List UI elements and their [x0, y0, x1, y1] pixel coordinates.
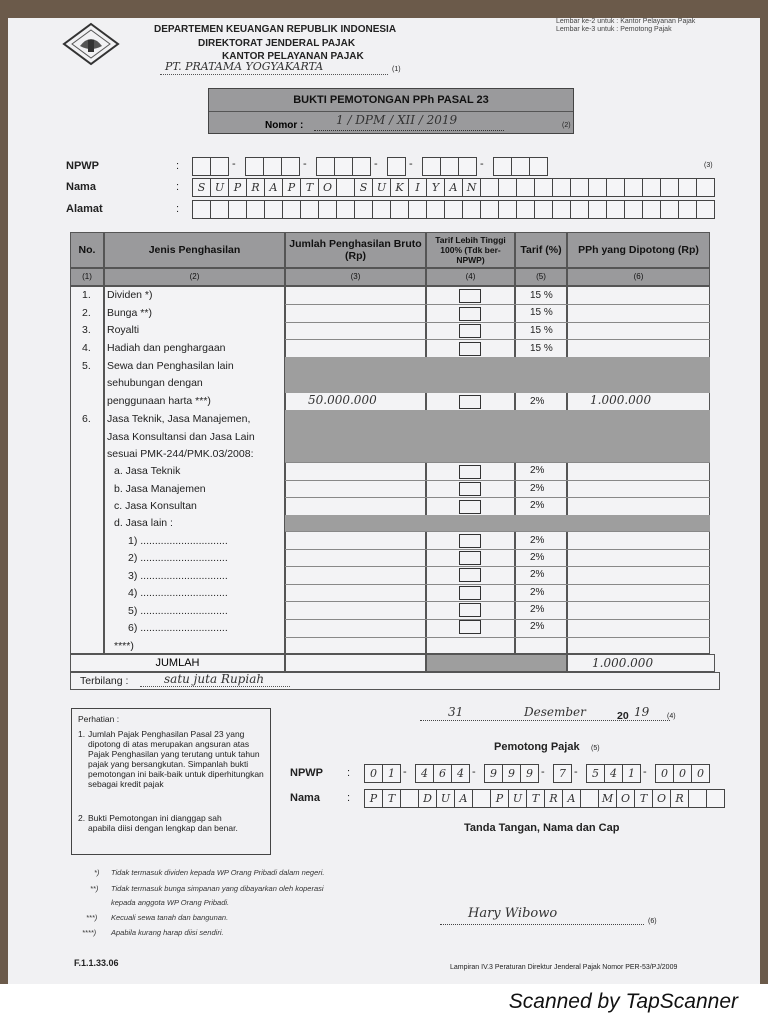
jumlah-value: 1.000.000 [567, 654, 715, 672]
jumlah-bruto-cell [285, 654, 426, 672]
sig-nama-char-box[interactable]: O [616, 789, 635, 808]
row6-tarif-1: 2% [530, 465, 545, 476]
nama-label: Nama [66, 181, 96, 193]
nama-char-box[interactable] [534, 178, 553, 197]
colnum-3: (3) [285, 268, 426, 286]
npwp-digit-box[interactable] [281, 157, 300, 176]
nama-char-box[interactable] [516, 178, 535, 197]
npwp-digit-box[interactable] [192, 157, 211, 176]
scanned-by-watermark: Scanned by TapScanner [508, 990, 738, 1013]
npwp-checkbox[interactable] [459, 568, 481, 582]
sig-nama-char-box[interactable]: R [544, 789, 563, 808]
pemotong-label: Pemotong Pajak [494, 741, 580, 753]
npwp-dash: - [232, 158, 236, 170]
th-tarif: Tarif (%) [515, 232, 567, 268]
nama-char-box[interactable] [498, 178, 517, 197]
row5-no: 5. [82, 360, 91, 372]
sig-nama-char-box[interactable]: O [652, 789, 671, 808]
nama-char-box[interactable] [696, 178, 715, 197]
notes-title: Perhatian : [78, 714, 120, 724]
shade-jasa-lain [285, 515, 710, 531]
alamat-char-box[interactable] [354, 200, 373, 219]
garuda-logo-icon [62, 22, 120, 66]
kpp-line [160, 74, 388, 75]
colnum-5: (5) [515, 268, 567, 286]
footnote-1: Tidak termasuk dividen kepada WP Orang Pribadi dalam negeri. [111, 868, 325, 877]
alamat-char-box[interactable] [336, 200, 355, 219]
alamat-char-box[interactable] [516, 200, 535, 219]
th-jenis: Jenis Penghasilan [104, 232, 285, 268]
nama-char-box[interactable]: I [408, 178, 427, 197]
colnum-4: (4) [426, 268, 515, 286]
sig-nama-char-box[interactable]: M [598, 789, 617, 808]
nama-char-box[interactable]: A [264, 178, 283, 197]
sig-npwp-digit-box[interactable]: 0 [673, 764, 692, 783]
npwp-checkbox[interactable] [459, 289, 481, 303]
footnote-4-mark: ****) [82, 928, 97, 937]
row4-name: Hadiah dan penghargaan [107, 342, 226, 354]
alamat-char-box[interactable] [210, 200, 229, 219]
footnote-2a: Tidak termasuk bunga simpanan yang dibayarkan oleh koperasi [111, 884, 324, 893]
npwp-checkbox[interactable] [459, 395, 481, 409]
terbilang-line [140, 686, 290, 687]
row6d-sub-5: 5) .............................. [128, 604, 228, 617]
sig-npwp-digit-box[interactable]: 5 [586, 764, 605, 783]
row3-tarif: 15 % [530, 325, 553, 336]
sig-nama-colon: : [347, 792, 351, 804]
sig-npwp-digit-box[interactable]: 0 [691, 764, 710, 783]
sig-npwp-digit-box[interactable]: 1 [382, 764, 401, 783]
colnum-1: (1) [70, 268, 104, 286]
row5-bruto: 50.000.000 [308, 393, 377, 407]
npwp-digit-box[interactable] [422, 157, 441, 176]
sig-nama-char-box[interactable]: R [670, 789, 689, 808]
alamat-char-box[interactable] [660, 200, 679, 219]
sig-npwp-digit-box[interactable]: 4 [604, 764, 623, 783]
row6d-sub-4: 4) .............................. [128, 587, 228, 600]
sig-npwp-digit-box[interactable]: 7 [553, 764, 572, 783]
nama-char-box[interactable]: S [192, 178, 211, 197]
npwp-checkbox[interactable] [459, 465, 481, 479]
sig-npwp-dash: - [643, 766, 647, 778]
npwp-checkbox[interactable] [459, 620, 481, 634]
row-divider [285, 566, 710, 567]
npwp-digit-box[interactable] [458, 157, 477, 176]
alamat-char-box[interactable] [588, 200, 607, 219]
footnote-1-mark: *) [94, 868, 100, 877]
date-year: 19 [634, 705, 650, 719]
nama-char-box[interactable] [570, 178, 589, 197]
terbilang-value: satu juta Rupiah [164, 672, 265, 686]
row6-name-b: Jasa Konsultansi dan Jasa Lain [107, 431, 255, 443]
row6-name-c: sesuai PMK-244/PMK.03/2008: [107, 448, 254, 460]
lembar-3: Lembar ke-3 untuk : Pemotong Pajak [556, 26, 672, 33]
npwp-checkbox[interactable] [459, 500, 481, 514]
nama-char-box[interactable]: P [282, 178, 301, 197]
nama-char-box[interactable] [588, 178, 607, 197]
npwp-digit-box[interactable] [334, 157, 353, 176]
nama-char-box[interactable]: N [462, 178, 481, 197]
sig-nama-char-box[interactable]: A [562, 789, 581, 808]
header-line-1: DEPARTEMEN KEUANGAN REPUBLIK INDONESIA [154, 24, 397, 35]
alamat-char-box[interactable] [192, 200, 211, 219]
npwp-digit-box[interactable] [245, 157, 264, 176]
row4-tarif: 15 % [530, 343, 553, 354]
npwp-checkbox[interactable] [459, 342, 481, 356]
row2-tarif: 15 % [530, 307, 553, 318]
footnote-3: Kecuali sewa tanah dan bangunan. [111, 913, 229, 922]
sig-npwp-label: NPWP [290, 767, 323, 779]
row6a-name: a. Jasa Teknik [114, 465, 181, 477]
th-no: No. [70, 232, 104, 268]
row-divider [285, 549, 710, 550]
sig-nama-char-box[interactable]: T [382, 789, 401, 808]
lembar-2: Lembar ke-2 untuk : Kantor Pelayanan Pajak [556, 18, 696, 25]
date-month: Desember [524, 705, 586, 719]
nomor-line [314, 130, 504, 131]
nama-char-box[interactable] [552, 178, 571, 197]
th-pph: PPh yang Dipotong (Rp) [567, 232, 710, 268]
row5-name-c: penggunaan harta ***) [107, 395, 211, 407]
alamat-char-box[interactable] [372, 200, 391, 219]
row1-no: 1. [82, 289, 91, 301]
colnum-6: (6) [567, 268, 710, 286]
nama-char-box[interactable] [480, 178, 499, 197]
row-divider [285, 584, 710, 585]
alamat-char-box[interactable] [624, 200, 643, 219]
row-divider [285, 480, 710, 481]
header-line-2: DIREKTORAT JENDERAL PAJAK [198, 38, 356, 49]
alamat-char-box[interactable] [300, 200, 319, 219]
row6-no: 6. [82, 413, 91, 425]
row6d-tarif-6: 2% [530, 621, 545, 632]
npwp-dash: - [303, 158, 307, 170]
footnote-4: Apabila kurang harap diisi sendiri. [111, 928, 224, 937]
nama-colon: : [176, 181, 180, 193]
sig-npwp-digit-box[interactable]: 9 [502, 764, 521, 783]
sig-npwp-dash: - [541, 766, 545, 778]
npwp-digit-box[interactable] [493, 157, 512, 176]
footnote-3-mark: ***) [86, 913, 98, 922]
sig-nama-char-box[interactable]: P [490, 789, 509, 808]
row6c-name: c. Jasa Konsultan [114, 500, 197, 512]
row3-name: Royalti [107, 324, 140, 336]
alamat-char-box[interactable] [462, 200, 481, 219]
ttd-label: Tanda Tangan, Nama dan Cap [464, 822, 620, 834]
date-ref: (4) [667, 713, 676, 720]
row-divider [285, 637, 710, 638]
npwp-digit-box[interactable] [529, 157, 548, 176]
date-year-prefix: 20 [617, 710, 629, 722]
nama-char-box[interactable]: S [354, 178, 373, 197]
sig-npwp-digit-box[interactable]: 0 [655, 764, 674, 783]
sig-npwp-digit-box[interactable]: 6 [433, 764, 452, 783]
alamat-char-box[interactable] [318, 200, 337, 219]
nama-char-box[interactable] [642, 178, 661, 197]
sig-npwp-dash: - [574, 766, 578, 778]
date-day: 31 [448, 705, 464, 719]
form-title: BUKTI PEMOTONGAN PPh PASAL 23 [209, 89, 573, 112]
sig-nama-char-box[interactable]: T [634, 789, 653, 808]
row5-tarif: 2% [530, 396, 545, 407]
row6d-tarif-5: 2% [530, 604, 545, 615]
nama-char-box[interactable] [678, 178, 697, 197]
sig-npwp-colon: : [347, 767, 351, 779]
lampiran-text: Lampiran IV.3 Peraturan Direktur Jenderal Pajak Nomor PER-53/PJ/2009 [450, 964, 678, 971]
col-pph [567, 286, 710, 654]
sig-npwp-digit-box[interactable]: 9 [484, 764, 503, 783]
row6d-sub-6: 6) .............................. [128, 622, 228, 634]
npwp-checkbox[interactable] [459, 603, 481, 617]
sig-npwp-digit-box[interactable]: 0 [364, 764, 383, 783]
th-jumlah: Jumlah Penghasilan Bruto (Rp) [285, 232, 426, 268]
footnote-2b: kepada anggota WP Orang Pribadi. [111, 898, 230, 907]
sig-npwp-digit-box[interactable]: 9 [520, 764, 539, 783]
nama-char-box[interactable]: K [390, 178, 409, 197]
alamat-char-box[interactable] [570, 200, 589, 219]
row-divider [285, 619, 710, 620]
alamat-char-box[interactable] [408, 200, 427, 219]
npwp-digit-box[interactable] [511, 157, 530, 176]
jumlah-shade [426, 654, 567, 672]
nama-char-box[interactable]: T [300, 178, 319, 197]
sig-npwp-digit-box[interactable]: 4 [415, 764, 434, 783]
nama-char-box[interactable] [606, 178, 625, 197]
col-jumlah [285, 286, 426, 654]
signer-name: Hary Wibowo [468, 906, 558, 921]
row5-name-b: sehubungan dengan [107, 377, 203, 389]
sig-nama-char-box[interactable]: U [508, 789, 527, 808]
nama-char-box[interactable] [624, 178, 643, 197]
nama-char-box[interactable]: U [210, 178, 229, 197]
alamat-char-box[interactable] [498, 200, 517, 219]
sig-nama-char-box[interactable] [472, 789, 491, 808]
row6d-name: d. Jasa lain : [114, 517, 173, 529]
row6b-name: b. Jasa Manajemen [114, 483, 206, 495]
row6d-tarif-4: 2% [530, 587, 545, 598]
nama-char-box[interactable]: Y [426, 178, 445, 197]
alamat-char-box[interactable] [444, 200, 463, 219]
row6d-sub-2: 2) .............................. [128, 552, 228, 565]
row6-name-a: Jasa Teknik, Jasa Manajemen, [107, 413, 251, 425]
npwp-dash: - [480, 158, 484, 170]
row6d-tarif-3: 2% [530, 569, 545, 580]
jumlah-label: JUMLAH [70, 654, 285, 672]
nomor-label: Nomor : [265, 120, 304, 131]
kpp-value: PT. PRATAMA YOGYAKARTA [165, 60, 324, 73]
nama-char-box[interactable]: A [444, 178, 463, 197]
row6d-sub-note: ****) [114, 640, 134, 652]
sig-npwp-digit-box[interactable]: 4 [451, 764, 470, 783]
alamat-colon: : [176, 203, 180, 215]
npwp-checkbox[interactable] [459, 307, 481, 321]
pemotong-ref: (5) [591, 745, 600, 752]
row-divider [285, 339, 710, 340]
row5-name-a: Sewa dan Penghasilan lain [107, 360, 234, 372]
alamat-char-box[interactable] [696, 200, 715, 219]
row4-no: 4. [82, 342, 91, 354]
npwp-label: NPWP [66, 160, 99, 172]
npwp-digit-box[interactable] [387, 157, 406, 176]
alamat-char-box[interactable] [642, 200, 661, 219]
row-divider [285, 462, 710, 463]
th-tarif-lebih: Tarif Lebih Tinggi 100% (Tdk ber-NPWP) [426, 232, 515, 268]
npwp-checkbox[interactable] [459, 482, 481, 496]
footnote-2-mark: **) [90, 884, 99, 893]
nama-char-box[interactable] [336, 178, 355, 197]
row1-name: Dividen *) [107, 289, 153, 301]
alamat-char-box[interactable] [246, 200, 265, 219]
header-line-3: KANTOR PELAYANAN PAJAK [222, 51, 364, 62]
kpp-ref: (1) [392, 66, 401, 73]
alamat-char-box[interactable] [390, 200, 409, 219]
npwp-dash: - [374, 158, 378, 170]
date-line [420, 720, 670, 721]
lembar-info [556, 18, 695, 34]
nomor-value: 1 / DPM / XII / 2019 [336, 113, 458, 127]
row-divider [285, 497, 710, 498]
sig-npwp-dash: - [472, 766, 476, 778]
npwp-digit-box[interactable] [440, 157, 459, 176]
row1-tarif: 15 % [530, 290, 553, 301]
row6d-sub-3: 3) .............................. [128, 569, 228, 582]
npwp-checkbox[interactable] [459, 534, 481, 548]
npwp-checkbox[interactable] [459, 551, 481, 565]
row6d-sub-1: 1) .............................. [128, 535, 228, 547]
row-divider [285, 304, 710, 305]
sig-npwp-dash: - [403, 766, 407, 778]
note1-text: Jumlah Pajak Penghasilan Pasal 23 yang dipotong di atas merupakan angsuran atas Pajak Penghasilan yang terutang untuk tahun pajak yang bersangkutan. Simpanlah bukti pemotongan ini baik-baik untuk diperhitungkan sebagai kredit pajak [88, 729, 264, 789]
nama-char-box[interactable] [660, 178, 679, 197]
shade-row5 [285, 357, 710, 393]
nama-char-box[interactable]: U [372, 178, 391, 197]
alamat-char-box[interactable] [480, 200, 499, 219]
alamat-char-box[interactable] [228, 200, 247, 219]
row3-no: 3. [82, 324, 91, 336]
sig-nama-char-box[interactable] [400, 789, 419, 808]
npwp-dash: - [409, 158, 413, 170]
row-divider [285, 601, 710, 602]
npwp-ref: (3) [704, 162, 713, 169]
sig-nama-char-box[interactable]: A [454, 789, 473, 808]
row2-name: Bunga **) [107, 307, 152, 319]
alamat-label: Alamat [66, 203, 103, 215]
alamat-char-box[interactable] [282, 200, 301, 219]
shade-row6 [285, 410, 710, 462]
alamat-char-box[interactable] [552, 200, 571, 219]
sig-npwp-digit-box[interactable]: 1 [622, 764, 641, 783]
row6d-tarif-2: 2% [530, 552, 545, 563]
note2-text: Bukti Pemotongan ini dianggap sah apabila diisi dengan lengkap dan benar. [88, 813, 238, 833]
npwp-digit-box[interactable] [263, 157, 282, 176]
nomor-ref: (2) [562, 122, 571, 129]
sig-nama-char-box[interactable]: U [436, 789, 455, 808]
row6-tarif-3: 2% [530, 500, 545, 511]
sig-nama-char-box[interactable] [688, 789, 707, 808]
alamat-char-box[interactable] [534, 200, 553, 219]
row5-pph: 1.000.000 [590, 393, 652, 407]
alamat-char-box[interactable] [606, 200, 625, 219]
form-code: F.1.1.33.06 [74, 958, 119, 968]
alamat-char-box[interactable] [678, 200, 697, 219]
npwp-colon: : [176, 160, 180, 172]
npwp-digit-box[interactable] [210, 157, 229, 176]
colnum-2: (2) [104, 268, 285, 286]
notes-box [71, 708, 271, 855]
nama-char-box[interactable]: P [228, 178, 247, 197]
npwp-checkbox[interactable] [459, 324, 481, 338]
row-divider [285, 531, 710, 532]
sig-nama-char-box[interactable] [580, 789, 599, 808]
alamat-char-box[interactable] [264, 200, 283, 219]
sig-nama-char-box[interactable]: T [526, 789, 545, 808]
nama-char-box[interactable]: O [318, 178, 337, 197]
row2-no: 2. [82, 307, 91, 319]
sig-nama-char-box[interactable] [706, 789, 725, 808]
note1-num: 1. [78, 729, 86, 739]
sig-nama-char-box[interactable]: P [364, 789, 383, 808]
row6-tarif-2: 2% [530, 483, 545, 494]
sig-nama-label: Nama [290, 792, 320, 804]
sig-nama-char-box[interactable]: D [418, 789, 437, 808]
signer-line [440, 924, 644, 925]
title-box [208, 88, 574, 134]
row-divider [285, 322, 710, 323]
npwp-checkbox[interactable] [459, 586, 481, 600]
npwp-digit-box[interactable] [316, 157, 335, 176]
signer-ref: (6) [648, 918, 657, 925]
row6d-tarif-1: 2% [530, 535, 545, 546]
terbilang-label: Terbilang : [80, 675, 129, 687]
npwp-digit-box[interactable] [352, 157, 371, 176]
alamat-char-box[interactable] [426, 200, 445, 219]
nama-char-box[interactable]: R [246, 178, 265, 197]
note2-num: 2. [78, 813, 86, 823]
